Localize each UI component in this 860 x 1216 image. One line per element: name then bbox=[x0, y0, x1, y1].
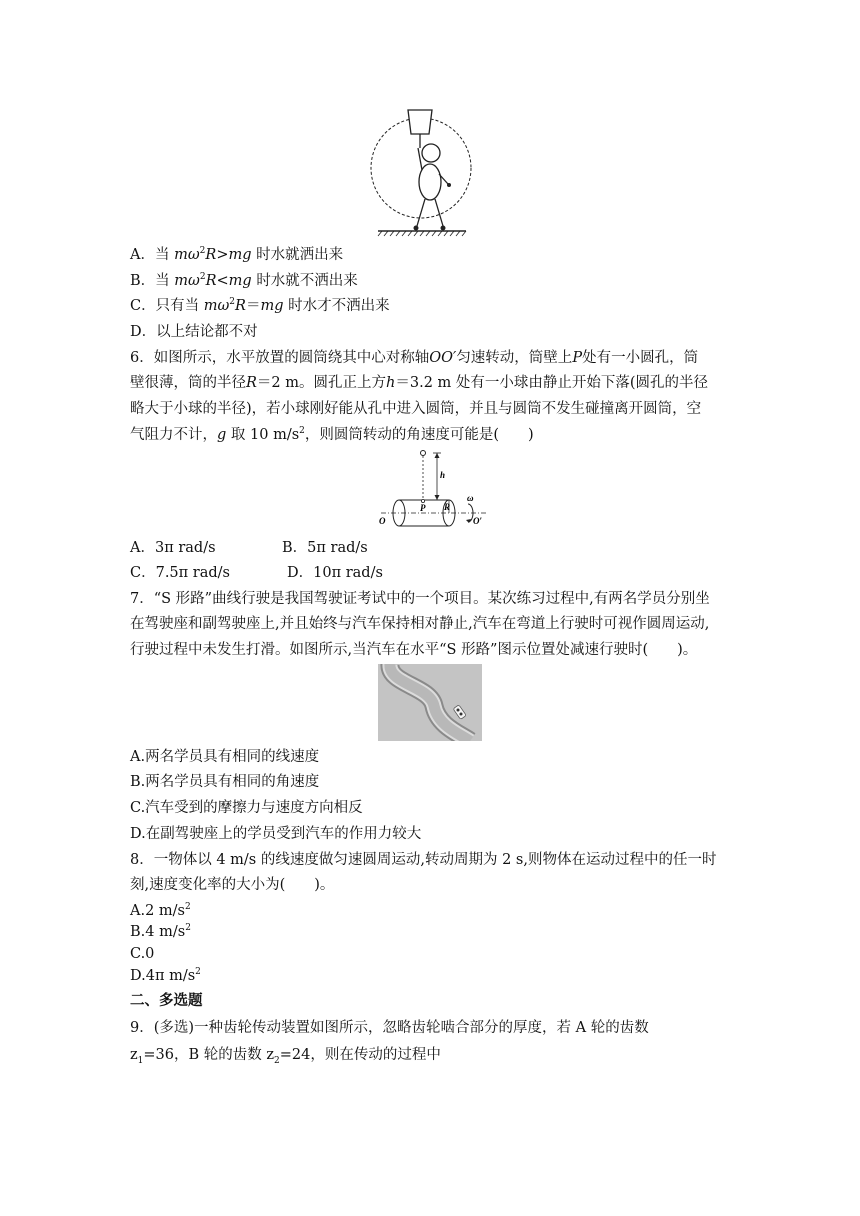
q8-option-b bbox=[130, 922, 191, 942]
q6-l2c: ＝2 m。圆孔正上方 bbox=[256, 375, 387, 391]
q9-l2b: =36，B 轮的齿数 z bbox=[143, 1047, 274, 1063]
q6-l2b: R bbox=[246, 375, 257, 391]
q6-l1e: 处有一小圆孔，筒 bbox=[582, 350, 699, 366]
o-label: O bbox=[379, 516, 386, 526]
q9-line-1: 9．(多选)一种齿轮传动装置如图所示，忽略齿轮啮合部分的厚度，若 A 轮的齿数 bbox=[130, 1020, 649, 1036]
q7-option-a: A.两名学员具有相同的线速度 bbox=[130, 749, 320, 765]
q6-line-1 bbox=[130, 348, 698, 368]
q9-line-2 bbox=[130, 1045, 441, 1065]
q5-a-mg: mg bbox=[228, 247, 252, 263]
q6-line-3: 略大于小球的半径)，若小球刚好能从孔中进入圆筒，并且与圆筒不发生碰撞离开圆筒，空 bbox=[130, 401, 702, 417]
q6-l4a: 气阻力不计， bbox=[130, 427, 217, 443]
q5-option-a bbox=[130, 245, 343, 265]
q7-option-c: C.汽车受到的摩擦力与速度方向相反 bbox=[130, 800, 363, 816]
q6-option-a: A．3π rad/s bbox=[130, 540, 216, 556]
q9-l2a-sub: 1 bbox=[137, 1055, 144, 1066]
q6-l1c: 匀速转动，筒壁上 bbox=[456, 350, 573, 366]
bucket-circle-figure bbox=[368, 100, 478, 240]
q8-d-text: D.4π m/s bbox=[130, 968, 196, 984]
q5-c-tail: 时水才不洒出来 bbox=[288, 298, 390, 314]
q6-l4d: ，则圆筒转动的角速度可能是( ) bbox=[304, 427, 534, 443]
q5-b-tail: 时水就不洒出来 bbox=[256, 273, 358, 289]
q5-c-r: R bbox=[235, 298, 246, 314]
q8-option-a bbox=[130, 901, 191, 921]
q6-option-d: D．10π rad/s bbox=[287, 565, 383, 581]
q5-b-label: B．当 bbox=[130, 273, 170, 289]
q6-l4sup: 2 bbox=[299, 426, 305, 437]
q6-option-c: C．7.5π rad/s bbox=[130, 565, 230, 581]
q5-a-tail: 时水就洒出来 bbox=[256, 247, 344, 263]
q5-a-omega: ω bbox=[187, 247, 200, 263]
q7-option-d: D.在副驾驶座上的学员受到汽车的作用力较大 bbox=[130, 826, 422, 842]
q5-c-mg: mg bbox=[260, 298, 284, 314]
q5-c-omega: ω bbox=[217, 298, 230, 314]
q6-l4b: g bbox=[217, 427, 227, 443]
q5-b-mg: mg bbox=[228, 273, 252, 289]
q6-line-2 bbox=[130, 373, 708, 393]
q8-b-text: B.4 m/s bbox=[130, 924, 186, 940]
section-title: 二、多选题 bbox=[130, 992, 203, 1009]
q5-option-d: D．以上结论都不对 bbox=[130, 324, 258, 340]
q6-option-b: B．5π rad/s bbox=[282, 540, 368, 556]
q5-c-sup: 2 bbox=[229, 297, 236, 308]
q6-l2a: 壁很薄，筒的半径 bbox=[130, 375, 246, 391]
r-label: R bbox=[444, 502, 451, 512]
q7-option-b: B.两名学员具有相同的角速度 bbox=[130, 774, 320, 790]
h-label: h bbox=[440, 470, 446, 480]
s-road-figure bbox=[378, 664, 482, 741]
q5-option-c bbox=[130, 296, 390, 316]
q8-line-2: 刻,速度变化率的大小为( )。 bbox=[130, 877, 335, 893]
q6-l2e: ＝3.2 m 处有一小球由静止开始下落(圆孔的半径 bbox=[395, 375, 709, 391]
q6-l2d: h bbox=[386, 375, 396, 391]
q5-c-m: m bbox=[203, 298, 218, 314]
q5-b-m: m bbox=[174, 273, 189, 289]
q6-l1b: OO′ bbox=[429, 350, 457, 366]
q5-a-m: m bbox=[174, 247, 188, 263]
q8-line-1: 8．一物体以 4 m/s 的线速度做匀速圆周运动,转动周期为 2 s,则物体在运动过程中的任一时 bbox=[130, 852, 717, 868]
q7-line-1: 7．“S 形路”曲线行驶是我国驾驶证考试中的一个项目。某次练习过程中,有两名学员分别坐 bbox=[130, 591, 710, 607]
q5-a-rel: > bbox=[216, 247, 229, 263]
o-prime-label: O′ bbox=[473, 516, 483, 526]
q8-b-sup: 2 bbox=[185, 923, 191, 934]
q5-a-r: R bbox=[205, 247, 217, 263]
omega-label: ω bbox=[467, 493, 474, 503]
q6-l1a: 6．如图所示，水平放置的圆筒绕其中心对称轴 bbox=[130, 350, 430, 366]
q5-a-label: A．当 bbox=[130, 247, 170, 263]
q5-b-sup: 2 bbox=[199, 272, 206, 283]
q9-l2b-sub: 2 bbox=[274, 1055, 280, 1066]
q7-line-3: 行驶过程中未发生打滑。如图所示,当汽车在水平“S 形路”图示位置处减速行驶时( )。 bbox=[130, 642, 698, 658]
q9-l2a: z bbox=[130, 1047, 138, 1063]
q5-c-rel: ＝ bbox=[245, 298, 261, 314]
q8-option-d bbox=[130, 966, 201, 986]
q5-c-label: C．只有当 bbox=[130, 298, 200, 314]
q8-option-c: C.0 bbox=[130, 946, 155, 962]
q6-l4c: 取 10 m/s bbox=[226, 427, 300, 443]
q5-b-rel: < bbox=[216, 273, 229, 289]
q6-l1d: P bbox=[572, 350, 583, 366]
p-label: P bbox=[420, 503, 426, 513]
q5-option-b bbox=[130, 271, 358, 291]
q6-line-4 bbox=[130, 425, 534, 445]
q8-d-sup: 2 bbox=[195, 967, 201, 978]
q5-b-r: R bbox=[205, 273, 217, 289]
q8-a-sup: 2 bbox=[185, 902, 191, 913]
q7-line-2: 在驾驶座和副驾驶座上,并且始终与汽车保持相对静止,汽车在弯道上行驶时可视作圆周运动, bbox=[130, 616, 710, 632]
q8-a-text: A.2 m/s bbox=[130, 903, 185, 919]
q5-b-omega: ω bbox=[188, 273, 200, 289]
q5-a-sup: 2 bbox=[199, 246, 206, 257]
cylinder-figure bbox=[375, 448, 490, 533]
q9-l2c: =24，则在传动的过程中 bbox=[279, 1047, 441, 1063]
